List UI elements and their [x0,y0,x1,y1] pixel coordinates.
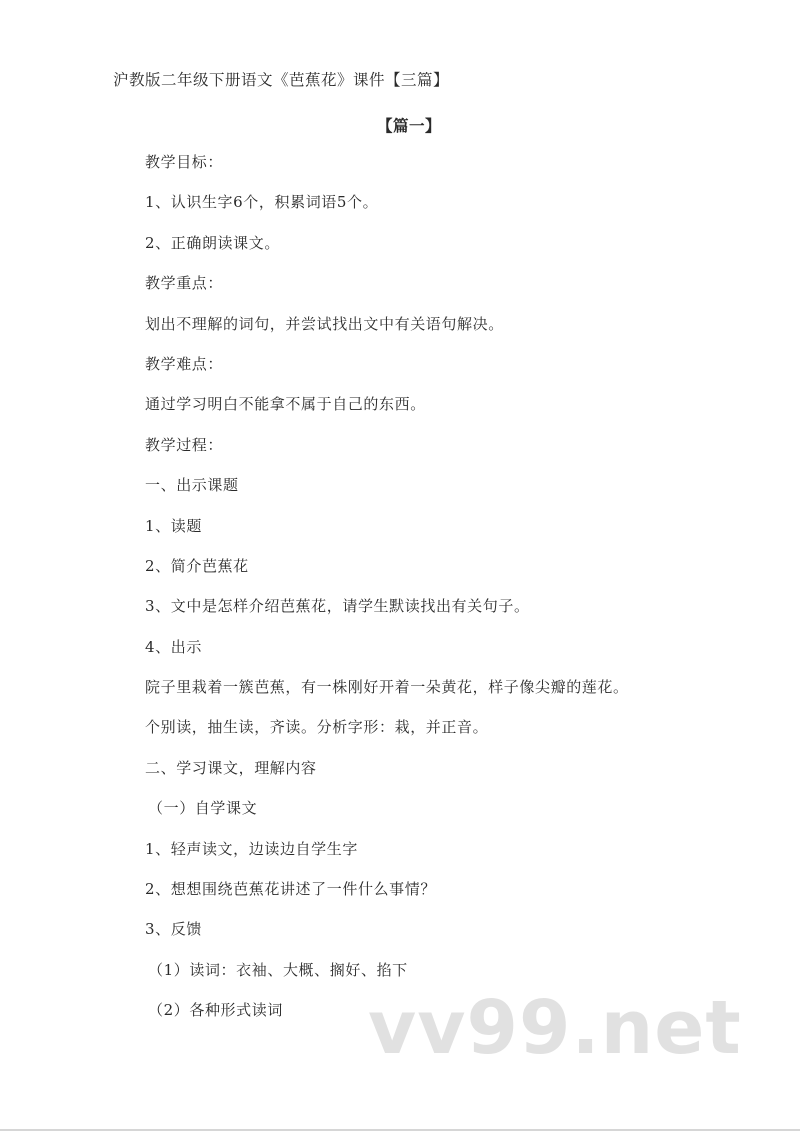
text-line: 4、出示 [145,637,202,656]
document-title: 沪教版二年级下册语文《芭蕉花》课件【三篇】 [113,71,450,89]
text-line: 院子里栽着一簇芭蕉，有一株刚好开着一朵黄花，样子像尖瓣的莲花。 [145,678,629,697]
text-line: 教学难点： [145,354,224,373]
text-line: 1、认识生字6个，积累词语5个。 [145,193,379,212]
text-line: （2）各种形式读词 [148,1001,283,1020]
text-line: 个别读，抽生读，齐读。分析字形：栽，并正音。 [145,718,489,737]
page-bottom-divider [0,1129,800,1131]
text-line: 1、轻声读文，边读边自学生字 [145,839,358,858]
text-line: 2、想想围绕芭蕉花讲述了一件什么事情？ [145,880,436,899]
text-line: 二、学习课文，理解内容 [145,758,317,777]
text-line: 2、正确朗读课文。 [145,233,280,252]
text-line: 1、读题 [145,516,202,535]
text-line: 一、出示课题 [145,476,239,495]
text-line: （1）读词：衣袖、大概、搁好、掐下 [148,960,408,979]
text-line: 通过学习明白不能拿不属于自己的东西。 [145,395,426,414]
watermark: vv99.net [368,985,742,1071]
text-line: （一）自学课文 [148,799,258,818]
text-line: 3、反馈 [145,920,202,939]
document-body [145,151,629,1040]
text-line: 2、简介芭蕉花 [145,556,249,575]
section-heading: 【篇一】 [376,116,441,135]
text-line: 3、文中是怎样介绍芭蕉花，请学生默读找出有关句子。 [145,597,530,616]
text-line: 教学目标： [145,153,224,171]
text-line: 教学过程： [145,435,224,454]
text-line: 教学重点： [145,274,224,293]
text-line: 划出不理解的词句，并尝试找出文中有关语句解决。 [145,314,504,333]
